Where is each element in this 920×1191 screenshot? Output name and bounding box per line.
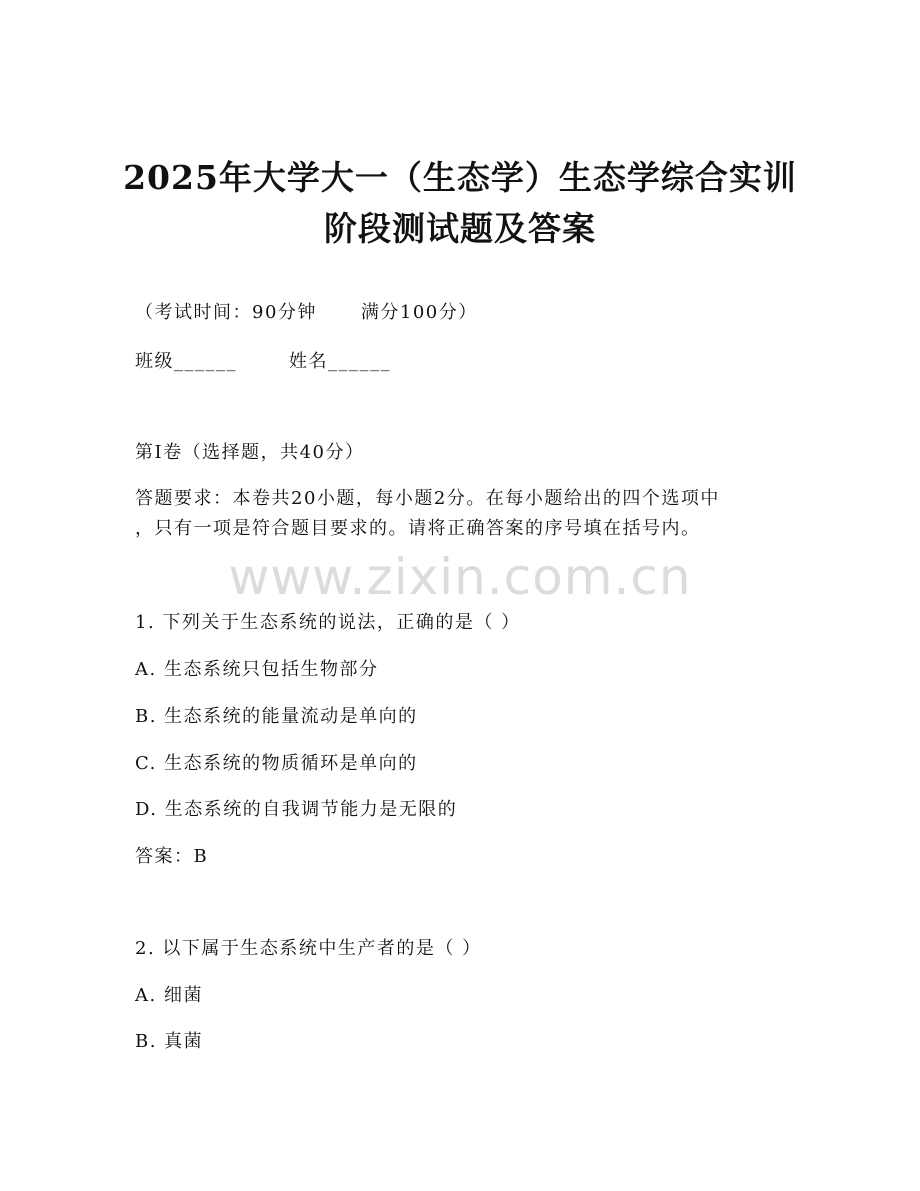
question-1-option-d: D. 生态系统的自我调节能力是无限的	[135, 799, 458, 820]
name-field: 姓名______	[289, 351, 391, 372]
exam-info	[135, 300, 478, 326]
question-1-option-c: C. 生态系统的物质循环是单向的	[135, 753, 418, 774]
page-title-line-1: 2025年大学大一（生态学）生态学综合实训	[123, 158, 797, 197]
full-score: 满分100分）	[360, 302, 478, 323]
exam-time: （考试时间：90分钟	[135, 302, 317, 323]
question-2-option-a: A. 细菌	[135, 985, 203, 1006]
question-1-stem: 1. 下列关于生态系统的说法，正确的是（ ）	[135, 612, 521, 633]
class-field: 班级______	[135, 351, 237, 372]
question-1-answer: 答案：B	[135, 846, 209, 867]
watermark: www.zixin.com.cn	[228, 548, 692, 606]
question-1-option-b: B. 生态系统的能量流动是单向的	[135, 706, 418, 727]
page-title-line-2: 阶段测试题及答案	[324, 209, 596, 248]
student-info	[135, 349, 391, 375]
question-2-stem: 2. 以下属于生态系统中生产者的是（ ）	[135, 938, 482, 959]
instructions-line-2: ，只有一项是符合题目要求的。请将正确答案的序号填在括号内。	[135, 518, 701, 539]
instructions-line-1: 答题要求：本卷共20小题，每小题2分。在每小题给出的四个选项中	[135, 488, 720, 509]
section-heading: 第I卷（选择题，共40分）	[135, 442, 365, 463]
question-1-option-a: A. 生态系统只包括生物部分	[135, 659, 379, 680]
question-2-option-b: B. 真菌	[135, 1031, 204, 1052]
